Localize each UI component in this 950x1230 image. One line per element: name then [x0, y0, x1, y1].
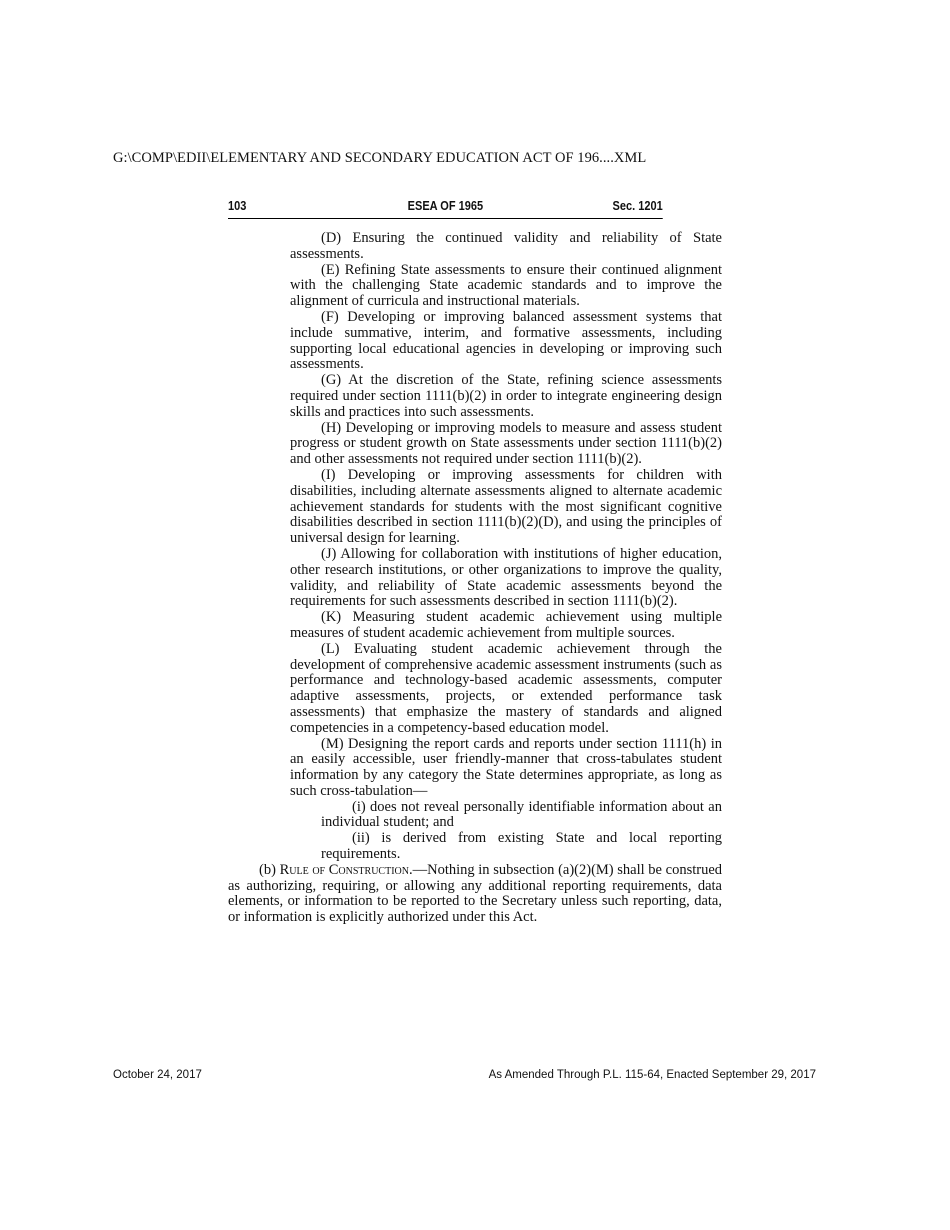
page-number: 103 — [228, 199, 247, 213]
subsection-b-heading: Rule of Construction — [279, 861, 409, 878]
subparagraph-k: (K) Measuring student academic achievement using multiple measures of student academic achievement from multiple sources. — [290, 609, 722, 641]
footer-date: October 24, 2017 — [113, 1069, 202, 1081]
subparagraph-h: (H) Developing or improving models to measure and assess student progress or student growth on State assessments under section 1111(b)(2) and other assessments not required under section 1111(b)(2). — [290, 419, 722, 468]
footer-amendment: As Amended Through P.L. 115-64, Enacted September 29, 2017 — [488, 1069, 816, 1081]
clause-m-ii: (ii) is derived from existing State and local reporting requirements. — [321, 830, 722, 863]
subsection-b — [228, 863, 722, 926]
subparagraph-d: (D) Ensuring the continued validity and reliability of State assessments. — [290, 230, 722, 262]
subparagraph-l: (L) Evaluating student academic achievement through the development of comprehensive academic assessment instruments (such as performance and technology-based academic assessments, computer adaptive assessments, projects, or extended performance task assessments) that emphasize the mastery of standards and aligned competencies in a competency-based education model. — [290, 640, 722, 736]
subparagraph-i: (I) Developing or improving assessments for children with disabilities, including alternate assessments aligned to alternate academic achievement standards for students with the most significant cognitive disabilities described in section 1111(b)(2)(D), and using the principles of universal design for learning. — [290, 466, 722, 547]
subparagraph-m: (M) Designing the report cards and reports under section 1111(h) in an easily accessible, user friendly-manner that cross-tabulates student information by any category the State determines appropriate, as long as such cross-tabulation— — [290, 735, 722, 799]
subparagraph-f: (F) Developing or improving balanced assessment systems that include summative, interim, and formative assessments, including supporting local educational agencies in developing or improving such assessments. — [290, 308, 722, 373]
running-title: ESEA OF 1965 — [407, 199, 484, 213]
clause-m-i: (i) does not reveal personally identifiable information about an individual student; and — [321, 798, 722, 831]
subparagraph-g: (G) At the discretion of the State, refining science assessments required under section 1111(b)(2) in order to integrate engineering design skills and practices into such assessments. — [290, 372, 722, 420]
subparagraph-j: (J) Allowing for collaboration with institutions of higher education, other research institutions, or other organizations to improve the quality, validity, and reliability of State academic assessments beyond the requirements for such assessments described in section 1111(b)(2). — [290, 545, 722, 610]
running-head — [228, 198, 663, 219]
subsection-b-text: .—Nothing in subsection (a)(2)(M) shall be construed as authorizing, requiring, or allowing any additional reporting requirements, data elements, or information to be reported to the Secretary unless such reporting, data, or information is explicitly authorized under this Act. — [228, 861, 722, 926]
subparagraph-e: (E) Refining State assessments to ensure their continued alignment with the challenging State academic standards and to improve the alignment of curricula and instructional materials. — [290, 261, 722, 310]
section-number: Sec. 1201 — [612, 199, 663, 213]
document-body — [228, 231, 722, 926]
subsection-b-label: (b) — [259, 861, 280, 878]
file-path: G:\COMP\EDII\ELEMENTARY AND SECONDARY EDUCATION ACT OF 196....XML — [113, 150, 647, 166]
